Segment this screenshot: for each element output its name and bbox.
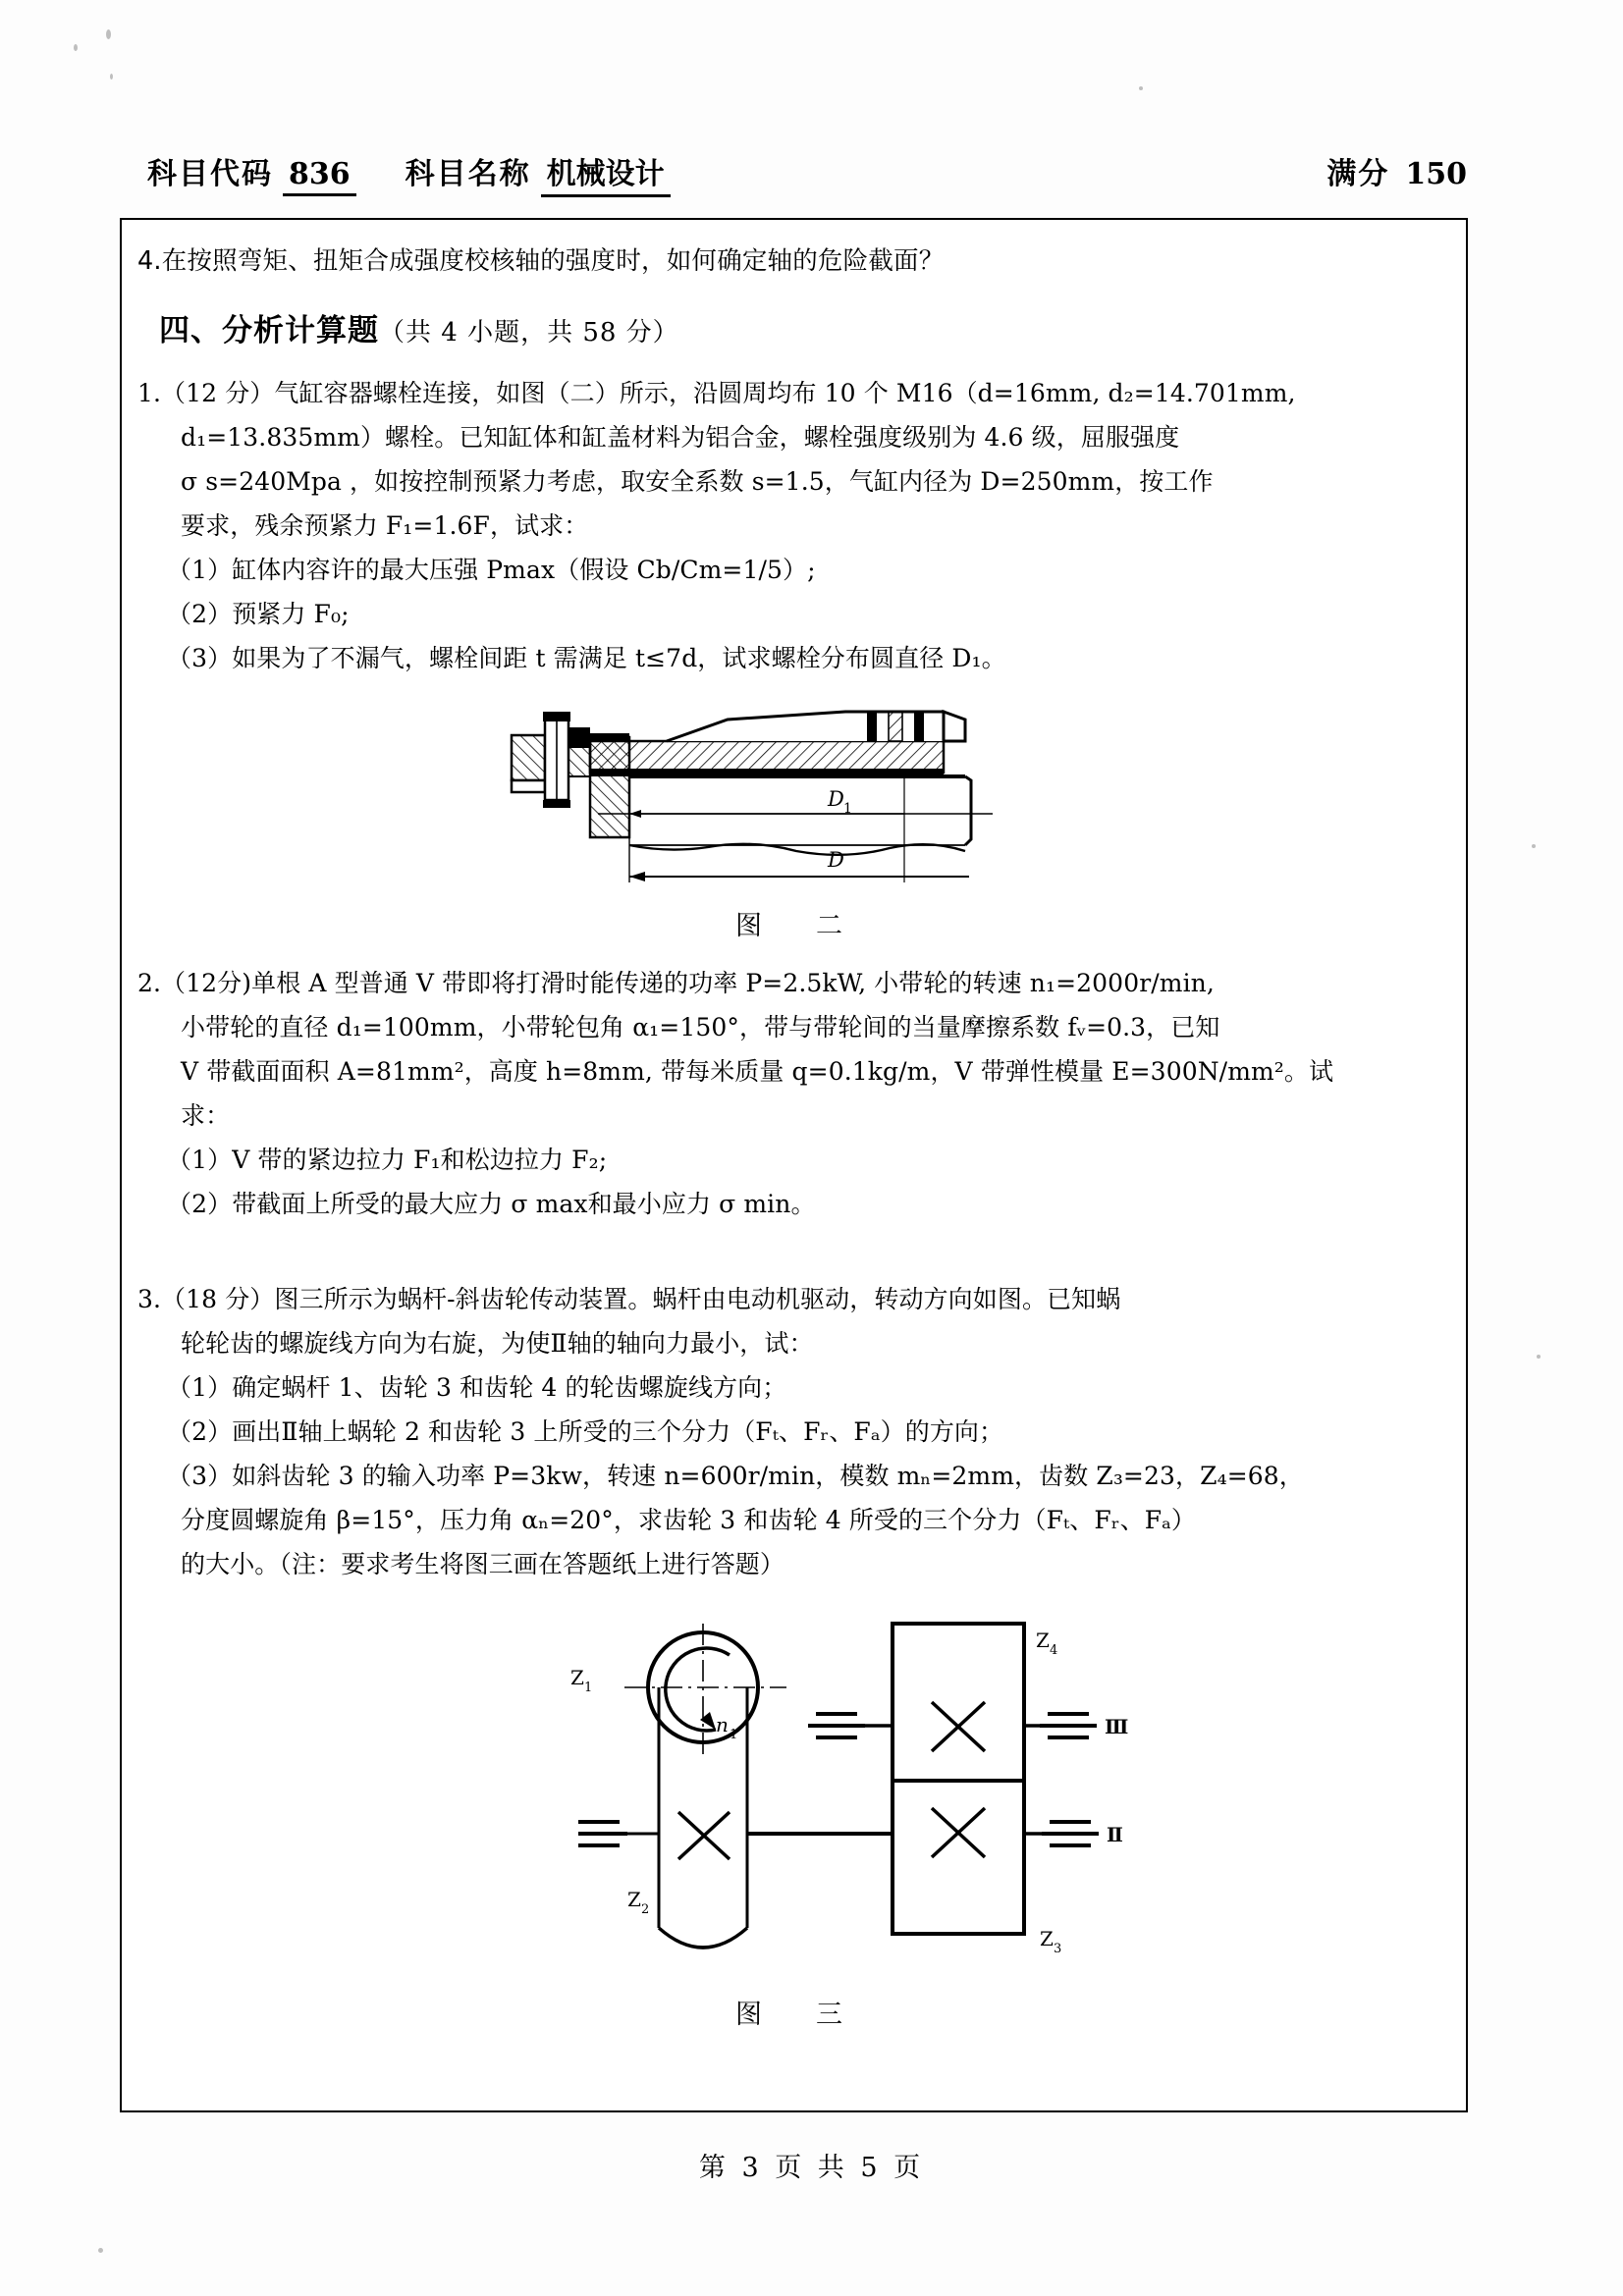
q1-sub-3: （3）如果为了不漏气，螺栓间距 t 需满足 t≤7d，试求螺栓分布圆直径 D₁。 (167, 644, 1006, 672)
q2-line-2: 小带轮的直径 d₁=100mm，小带轮包角 α₁=150°，带与带轮间的当量摩擦系数 fᵥ=0.3，已知 (181, 1013, 1220, 1041)
gear-cross-left (678, 1812, 730, 1859)
q1-sub-2: （2）预紧力 F₀; (167, 600, 350, 628)
q2-sub-1: （1）V 带的紧边拉力 F₁和松边拉力 F₂; (167, 1146, 608, 1174)
section-heading (137, 305, 1454, 349)
figure-3-shaft-ii-label: Ⅱ (1106, 1823, 1123, 1846)
page-header (147, 149, 1483, 210)
carryover-question-4: 4.在按照弯矩、扭矩合成强度校核轴的强度时，如何确定轴的危险截面？ (137, 246, 945, 276)
question-3 (137, 1277, 1454, 1586)
bearing-symbol-upper-right (1040, 1714, 1097, 1737)
subject-name-value: 机械设计 (541, 149, 671, 197)
full-marks-value: 150 (1405, 157, 1467, 191)
svg-text:2: 2 (640, 1902, 649, 1917)
figure-3-label-z3: Z (1039, 1927, 1054, 1950)
figure-3-caption: 图 三 (735, 2000, 856, 2030)
q3-sub-1: （1）确定蜗杆 1、齿轮 3 和齿轮 4 的轮齿螺旋线方向； (167, 1373, 787, 1402)
scan-speck (1139, 86, 1143, 90)
figure-2 (137, 698, 1454, 943)
figure-2-drawing (482, 698, 1110, 904)
figure-3-shaft-iii-label: Ⅲ (1104, 1715, 1128, 1738)
figure-3-label-z2: Z (626, 1888, 641, 1911)
q3-line-2: 轮轮齿的螺旋线方向为右旋，为使Ⅱ轴的轴向力最小，试： (181, 1329, 814, 1358)
scan-speck (106, 29, 111, 39)
svg-text:1: 1 (842, 801, 852, 817)
q1-line-2: d₁=13.835mm）螺栓。已知缸体和缸盖材料为铝合金，螺栓强度级别为 4.6 级，屈服强度 (181, 423, 1180, 452)
scan-speck (74, 44, 78, 51)
scan-speck (110, 74, 113, 80)
gear-cross-lower-right (932, 1808, 985, 1857)
q3-sub-2: （2）画出Ⅱ轴上蜗轮 2 和齿轮 3 上所受的三个分力（Fₜ、Fᵣ、Fₐ）的方向； (167, 1417, 1004, 1446)
bearing-symbol-lower-right (1042, 1822, 1099, 1845)
svg-text:4: 4 (1049, 1643, 1057, 1658)
q2-line-3: V 带截面面积 A=81mm²，高度 h=8mm, 带每米质量 q=0.1kg/m，V 带弹性模量 E=300N/mm²。试 (181, 1057, 1334, 1086)
bearing-symbol-upper-left (808, 1714, 865, 1737)
svg-text:1: 1 (583, 1681, 592, 1695)
figure-3-label-z1: Z (569, 1666, 584, 1689)
figure-3 (137, 1594, 1454, 2030)
section-heading-meta: （共 4 小题，共 58 分） (379, 318, 679, 347)
q2-line-1: 2.（12分)单根 A 型普通 V 带即将打滑时能传递的功率 P=2.5kW, 小带轮的转速 n₁=2000r/min, (137, 969, 1215, 997)
full-marks-label: 满分 (1326, 157, 1390, 191)
page-footer: 第 3 页 共 5 页 (698, 2153, 925, 2183)
q3-sub-4: 分度圆螺旋角 β=15°，压力角 αₙ=20°，求齿轮 3 和齿轮 4 所受的三个分力（Fₜ、Fᵣ、Fₐ） (181, 1506, 1196, 1534)
q1-sub-1: （1）缸体内容许的最大压强 Pmax（假设 Cb/Cm=1/5）; (167, 556, 816, 584)
q2-line-4: 求： (181, 1101, 231, 1130)
figure-2-caption: 图 二 (735, 911, 856, 941)
scan-speck (1537, 1355, 1541, 1359)
q1-line-3: σ s=240Mpa ，如按控制预紧力考虑，取安全系数 s=1.5，气缸内径为 D=250mm，按工作 (181, 467, 1214, 496)
question-content (137, 230, 1454, 2030)
figure-3-label-z4: Z (1035, 1629, 1050, 1652)
question-content-box (120, 218, 1468, 2112)
figure-3-label-n1: n (715, 1713, 729, 1736)
section-heading-title: 四、分析计算题 (159, 313, 379, 348)
scan-speck (1532, 844, 1536, 848)
question-2 (137, 961, 1454, 1226)
scan-speck (98, 2248, 103, 2253)
q1-line-1: 1.（12 分）气缸容器螺栓连接，如图（二）所示，沿圆周均布 10 个 M16（d=16mm, d₂=14.701mm, (137, 379, 1296, 407)
subject-code-value: 836 (283, 157, 356, 196)
question-1 (137, 371, 1454, 680)
figure-2-label-d: D (827, 848, 844, 872)
full-marks-group (1326, 149, 1483, 193)
q3-line-1: 3.（18 分）图三所示为蜗杆-斜齿轮传动装置。蜗杆由电动机驱动，转动方向如图。已知蜗 (137, 1285, 1121, 1313)
q3-sub-3: （3）如斜齿轮 3 的输入功率 P=3kw，转速 n=600r/min，模数 mₙ=2mm，齿数 Z₃=23，Z₄=68， (167, 1462, 1304, 1490)
svg-text:1: 1 (729, 1728, 737, 1742)
subject-code-label: 科目代码 (147, 157, 273, 191)
subject-name-label: 科目名称 (405, 157, 531, 191)
q3-sub-5: 的大小。（注：要求考生将图三画在答题纸上进行答题） (181, 1550, 785, 1578)
q1-line-4: 要求，残余预紧力 F₁=1.6F，试求： (181, 511, 589, 540)
svg-text:3: 3 (1053, 1942, 1061, 1956)
figure-2-label-d1: D (827, 787, 844, 811)
figure-3-drawing (453, 1594, 1140, 1987)
gear-cross-upper-right (932, 1702, 985, 1751)
q2-sub-2: （2）带截面上所受的最大应力 σ max和最小应力 σ min。 (167, 1190, 816, 1218)
